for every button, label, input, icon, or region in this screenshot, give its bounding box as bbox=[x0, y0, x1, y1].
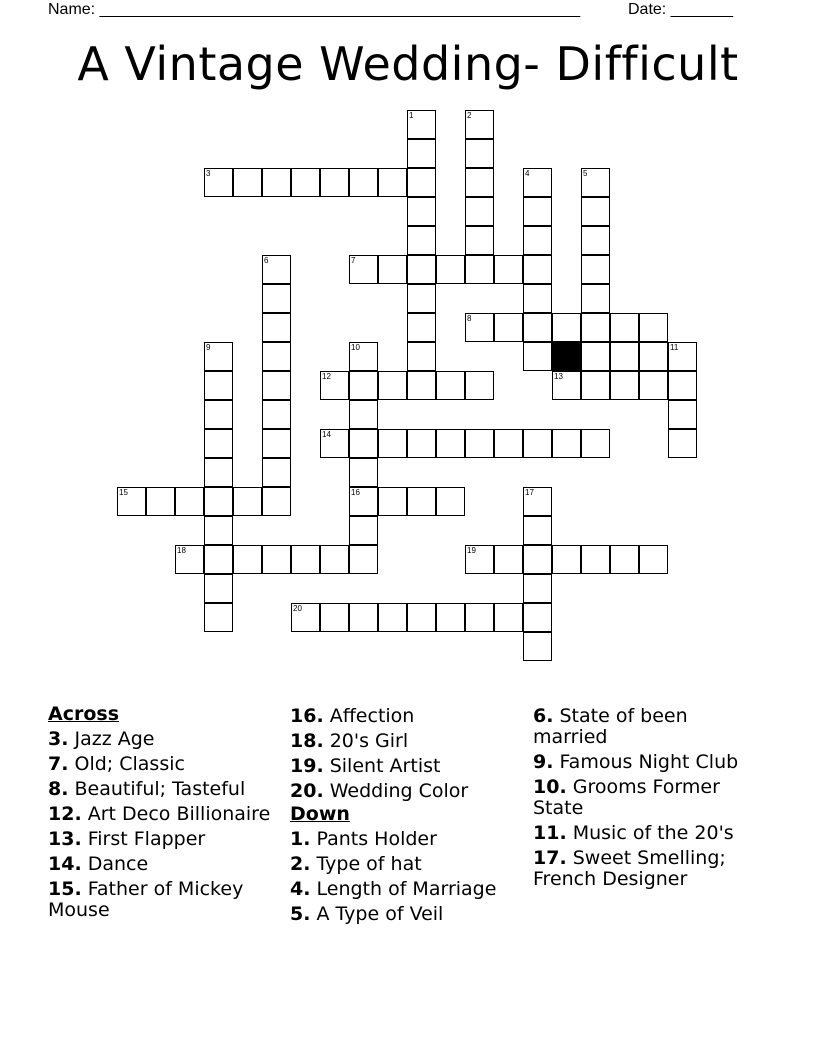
clue-number: 1. bbox=[290, 828, 311, 850]
clue-item bbox=[290, 854, 522, 875]
grid-cell[interactable] bbox=[349, 342, 378, 371]
clue-item bbox=[290, 781, 522, 802]
clue-number: 8. bbox=[48, 778, 69, 800]
grid-cell[interactable] bbox=[523, 197, 552, 226]
grid-cell[interactable] bbox=[349, 429, 378, 458]
grid-cell[interactable] bbox=[262, 313, 291, 342]
grid-cell[interactable] bbox=[262, 371, 291, 400]
clue-item bbox=[290, 706, 522, 727]
clue-text: Length of Marriage bbox=[316, 878, 497, 900]
grid-cell[interactable] bbox=[581, 342, 610, 371]
clue-number-label: 1 bbox=[409, 111, 414, 120]
clue-item bbox=[290, 829, 522, 850]
grid-cell[interactable] bbox=[581, 197, 610, 226]
grid-cell[interactable] bbox=[349, 545, 378, 574]
clue-text: Affection bbox=[329, 705, 415, 727]
grid-cell[interactable] bbox=[204, 516, 233, 545]
clue-text: Type of hat bbox=[316, 853, 422, 875]
grid-cell[interactable] bbox=[581, 284, 610, 313]
grid-cell[interactable] bbox=[610, 545, 639, 574]
clue-number-label: 4 bbox=[525, 169, 530, 178]
grid-cell[interactable] bbox=[349, 400, 378, 429]
grid-cell[interactable] bbox=[465, 255, 494, 284]
grid-cell[interactable] bbox=[523, 545, 552, 574]
clue-number: 16. bbox=[290, 705, 324, 727]
clue-item bbox=[48, 879, 280, 921]
grid-cell[interactable] bbox=[233, 545, 262, 574]
grid-cell[interactable] bbox=[465, 226, 494, 255]
grid-cell[interactable] bbox=[262, 255, 291, 284]
clue-number: 20. bbox=[290, 780, 324, 802]
grid-cell[interactable] bbox=[378, 603, 407, 632]
clue-number-label: 3 bbox=[206, 169, 211, 178]
clue-number: 19. bbox=[290, 755, 324, 777]
grid-cell[interactable] bbox=[262, 168, 291, 197]
grid-cell[interactable] bbox=[204, 168, 233, 197]
clue-text: Famous Night Club bbox=[559, 751, 739, 773]
clue-number-label: 18 bbox=[177, 546, 186, 555]
grid-cell[interactable] bbox=[523, 429, 552, 458]
grid-cell[interactable] bbox=[465, 139, 494, 168]
clue-number-label: 13 bbox=[554, 372, 563, 381]
grid-cell[interactable] bbox=[407, 197, 436, 226]
grid-cell[interactable] bbox=[262, 487, 291, 516]
clue-column-1 bbox=[48, 702, 280, 921]
clue-text: A Type of Veil bbox=[316, 903, 444, 925]
grid-cell[interactable] bbox=[378, 168, 407, 197]
clue-number-label: 14 bbox=[322, 430, 331, 439]
grid-cell[interactable] bbox=[436, 255, 465, 284]
clue-number-label: 8 bbox=[467, 314, 472, 323]
clue-number-label: 10 bbox=[351, 343, 360, 352]
grid-cell[interactable] bbox=[262, 545, 291, 574]
grid-cell[interactable] bbox=[465, 429, 494, 458]
grid-cell[interactable] bbox=[581, 255, 610, 284]
grid-cell[interactable] bbox=[552, 371, 581, 400]
grid-cell[interactable] bbox=[407, 168, 436, 197]
grid-cell[interactable] bbox=[407, 284, 436, 313]
down-heading: Down bbox=[290, 803, 350, 825]
grid-cell[interactable] bbox=[610, 313, 639, 342]
clue-text: Dance bbox=[87, 853, 149, 875]
grid-cell[interactable] bbox=[378, 487, 407, 516]
grid-block-cell bbox=[552, 342, 581, 371]
clue-text: Grooms Former State bbox=[533, 776, 720, 819]
grid-cell[interactable] bbox=[465, 110, 494, 139]
clue-text: Beautiful; Tasteful bbox=[74, 778, 246, 800]
grid-cell[interactable] bbox=[407, 429, 436, 458]
grid-cell[interactable] bbox=[291, 168, 320, 197]
grid-cell[interactable] bbox=[349, 255, 378, 284]
grid-cell[interactable] bbox=[465, 545, 494, 574]
clue-item bbox=[533, 706, 765, 748]
clue-column-2 bbox=[290, 702, 522, 925]
grid-cell[interactable] bbox=[320, 168, 349, 197]
grid-cell[interactable] bbox=[349, 603, 378, 632]
grid-cell[interactable] bbox=[262, 342, 291, 371]
grid-cell[interactable] bbox=[581, 313, 610, 342]
grid-cell[interactable] bbox=[204, 429, 233, 458]
grid-cell[interactable] bbox=[233, 487, 262, 516]
clue-text: 20's Girl bbox=[329, 730, 409, 752]
grid-cell[interactable] bbox=[233, 168, 262, 197]
grid-cell[interactable] bbox=[494, 255, 523, 284]
grid-cell[interactable] bbox=[581, 168, 610, 197]
across-heading: Across bbox=[48, 703, 120, 725]
grid-cell[interactable] bbox=[436, 429, 465, 458]
grid-cell[interactable] bbox=[465, 197, 494, 226]
grid-cell[interactable] bbox=[378, 429, 407, 458]
grid-cell[interactable] bbox=[378, 255, 407, 284]
grid-cell[interactable] bbox=[407, 139, 436, 168]
grid-cell[interactable] bbox=[552, 545, 581, 574]
clue-text: Music of the 20's bbox=[572, 822, 734, 844]
clue-item bbox=[533, 848, 765, 890]
clue-text: First Flapper bbox=[87, 828, 206, 850]
grid-cell[interactable] bbox=[175, 487, 204, 516]
grid-cell[interactable] bbox=[668, 371, 697, 400]
grid-cell[interactable] bbox=[523, 284, 552, 313]
grid-cell[interactable] bbox=[262, 429, 291, 458]
grid-cell[interactable] bbox=[610, 342, 639, 371]
grid-cell[interactable] bbox=[349, 168, 378, 197]
clue-number-label: 5 bbox=[583, 169, 588, 178]
crossword-grid bbox=[117, 110, 705, 664]
grid-cell[interactable] bbox=[523, 255, 552, 284]
grid-cell[interactable] bbox=[262, 284, 291, 313]
clue-number: 15. bbox=[48, 878, 82, 900]
grid-cell[interactable] bbox=[523, 313, 552, 342]
clue-number-label: 9 bbox=[206, 343, 211, 352]
grid-cell[interactable] bbox=[407, 226, 436, 255]
header bbox=[48, 0, 748, 20]
grid-cell[interactable] bbox=[523, 603, 552, 632]
grid-cell[interactable] bbox=[494, 313, 523, 342]
clue-text: Sweet Smelling; French Designer bbox=[533, 847, 726, 890]
clue-item bbox=[48, 729, 280, 750]
clue-text: Jazz Age bbox=[74, 728, 155, 750]
clue-text: Silent Artist bbox=[329, 755, 441, 777]
grid-cell[interactable] bbox=[436, 487, 465, 516]
clue-text: Pants Holder bbox=[316, 828, 437, 850]
grid-cell[interactable] bbox=[465, 168, 494, 197]
grid-cell[interactable] bbox=[465, 313, 494, 342]
grid-cell[interactable] bbox=[407, 371, 436, 400]
grid-cell[interactable] bbox=[146, 487, 175, 516]
clue-item bbox=[290, 731, 522, 752]
grid-cell[interactable] bbox=[436, 371, 465, 400]
clue-number-label: 19 bbox=[467, 546, 476, 555]
grid-cell[interactable] bbox=[320, 603, 349, 632]
clue-number: 18. bbox=[290, 730, 324, 752]
grid-cell[interactable] bbox=[581, 226, 610, 255]
grid-cell[interactable] bbox=[494, 429, 523, 458]
grid-cell[interactable] bbox=[494, 603, 523, 632]
clue-number-label: 2 bbox=[467, 111, 472, 120]
grid-cell[interactable] bbox=[407, 255, 436, 284]
clue-text: Father of Mickey Mouse bbox=[48, 878, 244, 921]
clue-number: 11. bbox=[533, 822, 567, 844]
clue-item bbox=[48, 829, 280, 850]
clue-item bbox=[290, 904, 522, 925]
grid-cell[interactable] bbox=[204, 574, 233, 603]
clue-number-label: 15 bbox=[119, 488, 128, 497]
grid-cell[interactable] bbox=[349, 371, 378, 400]
clue-number: 7. bbox=[48, 753, 69, 775]
grid-cell[interactable] bbox=[639, 545, 668, 574]
grid-cell[interactable] bbox=[204, 458, 233, 487]
grid-cell[interactable] bbox=[668, 429, 697, 458]
puzzle-title: A Vintage Wedding- Difficult bbox=[77, 37, 739, 91]
clue-number-label: 20 bbox=[293, 604, 302, 613]
grid-cell[interactable] bbox=[523, 342, 552, 371]
grid-cell[interactable] bbox=[523, 487, 552, 516]
grid-cell[interactable] bbox=[552, 429, 581, 458]
grid-cell[interactable] bbox=[523, 632, 552, 661]
grid-cell[interactable] bbox=[204, 371, 233, 400]
grid-cell[interactable] bbox=[407, 603, 436, 632]
clue-item bbox=[533, 752, 765, 773]
grid-cell[interactable] bbox=[639, 313, 668, 342]
clue-number: 6. bbox=[533, 705, 554, 727]
name-field-label: Name: ______________________________________________________ bbox=[48, 1, 581, 18]
clue-text: Old; Classic bbox=[74, 753, 185, 775]
clue-number: 12. bbox=[48, 803, 82, 825]
grid-cell[interactable] bbox=[407, 487, 436, 516]
grid-cell[interactable] bbox=[204, 342, 233, 371]
grid-cell[interactable] bbox=[320, 545, 349, 574]
grid-cell[interactable] bbox=[523, 226, 552, 255]
grid-cell[interactable] bbox=[175, 545, 204, 574]
clue-text: Art Deco Billionaire bbox=[87, 803, 271, 825]
grid-cell[interactable] bbox=[204, 545, 233, 574]
grid-cell[interactable] bbox=[610, 371, 639, 400]
grid-cell[interactable] bbox=[494, 545, 523, 574]
clue-number: 9. bbox=[533, 751, 554, 773]
grid-cell[interactable] bbox=[320, 371, 349, 400]
grid-cell[interactable] bbox=[668, 342, 697, 371]
clue-number: 13. bbox=[48, 828, 82, 850]
grid-cell[interactable] bbox=[117, 487, 146, 516]
grid-cell[interactable] bbox=[639, 342, 668, 371]
grid-cell[interactable] bbox=[581, 371, 610, 400]
grid-cell[interactable] bbox=[581, 545, 610, 574]
grid-cell[interactable] bbox=[407, 342, 436, 371]
clue-text: Wedding Color bbox=[329, 780, 469, 802]
clue-number: 5. bbox=[290, 903, 311, 925]
grid-cell[interactable] bbox=[407, 313, 436, 342]
clue-item bbox=[533, 777, 765, 819]
clue-text: State of been married bbox=[533, 705, 688, 748]
clue-item bbox=[48, 779, 280, 800]
grid-cell[interactable] bbox=[320, 429, 349, 458]
grid-cell[interactable] bbox=[668, 400, 697, 429]
grid-cell[interactable] bbox=[262, 400, 291, 429]
clue-number-label: 17 bbox=[525, 488, 534, 497]
clue-number: 10. bbox=[533, 776, 567, 798]
clue-number: 4. bbox=[290, 878, 311, 900]
clue-number: 14. bbox=[48, 853, 82, 875]
grid-cell[interactable] bbox=[465, 603, 494, 632]
grid-cell[interactable] bbox=[407, 110, 436, 139]
grid-cell[interactable] bbox=[349, 487, 378, 516]
date-field-label: Date: _______ bbox=[628, 1, 733, 18]
grid-cell[interactable] bbox=[291, 545, 320, 574]
grid-cell[interactable] bbox=[378, 371, 407, 400]
clue-item bbox=[48, 854, 280, 875]
grid-cell[interactable] bbox=[291, 603, 320, 632]
grid-cell[interactable] bbox=[436, 603, 465, 632]
grid-cell[interactable] bbox=[523, 516, 552, 545]
clue-number-label: 11 bbox=[670, 343, 679, 352]
clue-item bbox=[48, 804, 280, 825]
grid-cell[interactable] bbox=[523, 168, 552, 197]
clue-item bbox=[533, 823, 765, 844]
grid-cell[interactable] bbox=[639, 371, 668, 400]
clue-number: 17. bbox=[533, 847, 567, 869]
clue-item bbox=[290, 879, 522, 900]
grid-cell[interactable] bbox=[523, 574, 552, 603]
grid-cell[interactable] bbox=[465, 371, 494, 400]
grid-cell[interactable] bbox=[349, 458, 378, 487]
grid-cell[interactable] bbox=[349, 516, 378, 545]
grid-cell[interactable] bbox=[581, 429, 610, 458]
grid-cell[interactable] bbox=[204, 400, 233, 429]
clue-number-label: 6 bbox=[264, 256, 269, 265]
clue-column-3 bbox=[533, 702, 765, 890]
clue-item bbox=[290, 756, 522, 777]
grid-cell[interactable] bbox=[204, 603, 233, 632]
grid-cell[interactable] bbox=[552, 313, 581, 342]
clue-number-label: 16 bbox=[351, 488, 360, 497]
clue-number: 3. bbox=[48, 728, 69, 750]
clue-number: 2. bbox=[290, 853, 311, 875]
clue-number-label: 12 bbox=[322, 372, 331, 381]
grid-cell[interactable] bbox=[262, 458, 291, 487]
clue-number-label: 7 bbox=[351, 256, 356, 265]
clue-item bbox=[48, 754, 280, 775]
grid-cell[interactable] bbox=[204, 487, 233, 516]
